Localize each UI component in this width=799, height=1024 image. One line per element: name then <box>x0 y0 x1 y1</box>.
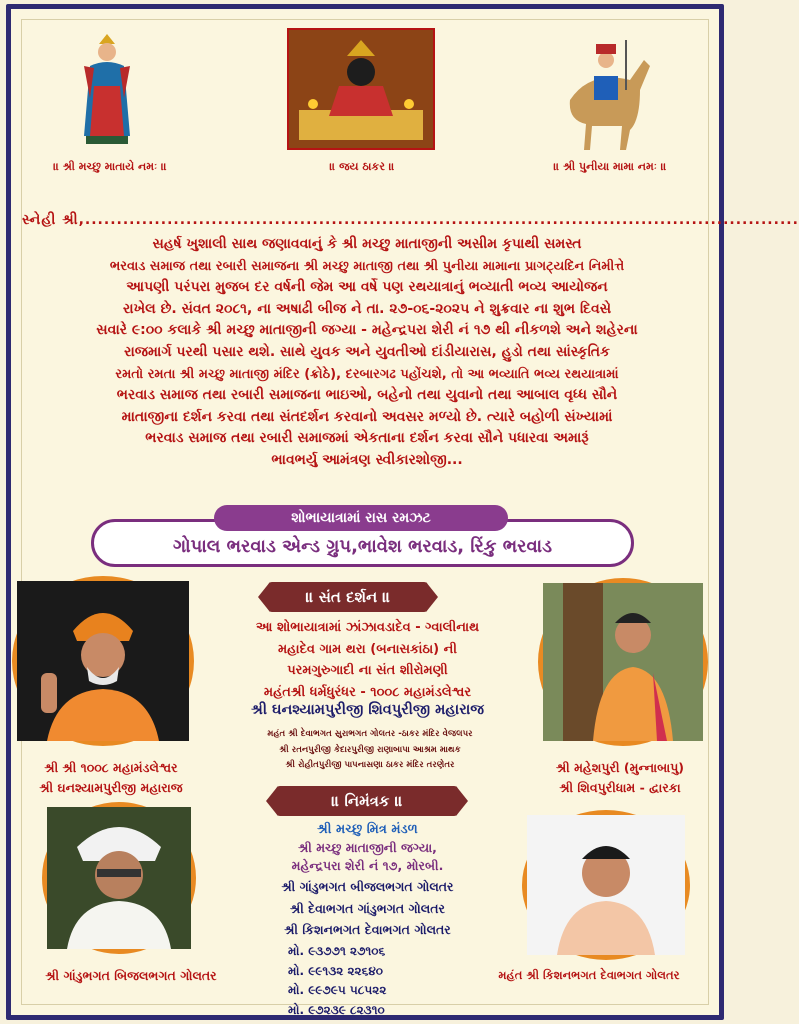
body-line: ભરવાડ સમાજ તથા રબારી સમાજમાં એકતાના દર્શન કરવા સૌને પધારવા અમારૂં <box>145 430 589 447</box>
body-line: રાજમાર્ગ પરથી પસાર થશે. સાથે યુવક અને યુવતીઓ દાંડીયારાસ, હુડો તથા સાંસ્કૃતિક <box>124 343 610 360</box>
sant-darshan-text <box>200 617 535 703</box>
host-line: શ્રી દેવાભગત ગાંડુભગત ગોલતર <box>290 900 445 916</box>
host-line: શ્રી કિશનભગત દેવાભગત ગોલતર <box>284 922 451 937</box>
left-saint-caption-1: શ્રી શ્રી ૧૦૦૮ મહામંડલેશ્વર <box>44 760 178 775</box>
phone-number: મો. ૯૩૭૭૧ ૨૭૧૦૬ <box>288 944 386 958</box>
right-host-portrait <box>522 810 690 960</box>
left-host-portrait <box>42 802 196 954</box>
sant-darshan-title: ॥ સંત દર્શન ॥ <box>268 582 428 612</box>
right-saint-portrait <box>538 578 708 746</box>
ras-header: શોભાયાત્રામાં રાસ રમઝટ <box>214 505 508 531</box>
body-line: રાખેલ છે. સંવત ૨૦૮૧, ના અષાઢી બીજ ને તા. ૨૭-૦૬-૨૦૨૫ ને શુક્રવાર ના શુભ દિવસે <box>122 300 612 317</box>
puniya-mama-image <box>560 30 654 152</box>
sant-line: મહાદેવ ગામ થરા (બનાસકાંઠા) ની <box>277 641 458 657</box>
left-saint-portrait <box>12 576 194 746</box>
body-line: આપણી પરંપરા મુજબ દર વર્ષની જેમ આ વર્ષે પણ રથયાત્રાનું ભવ્યાતી ભવ્ય આયોજન <box>126 279 608 296</box>
greeting-line: સ્નેહી શ્રી,................................................................................................................. <box>22 212 799 228</box>
right-saint-caption-2: શ્રી શિવપુરીધામ - દ્વારકા <box>559 780 681 795</box>
sant-line: આ શોભાયાત્રામાં ઝાંઝાવડાદેવ - ગ્વાલીનાથ <box>255 620 480 635</box>
machhu-mata-caption: ॥ શ્રી મચ્છુ માતાયે નમઃ ॥ <box>53 160 167 173</box>
left-host-caption: શ્રી ગાંડુભગત બિજલભગત ગોલતર <box>45 968 217 983</box>
machhu-mata-image <box>72 26 142 150</box>
body-line: માતાજીના દર્શન કરવા તથા સંતદર્શન કરવાનો અવસર મળ્યો છે. ત્યારે બહોળી સંખ્યામાં <box>121 408 613 425</box>
nimantrak-hosts <box>200 876 535 941</box>
body-line: ભરવાડ સમાજ તથા રબારી સમાજના ભાઇઓ, બહેનો તથા યુવાનો તથા આબાલ વૃધ્ધ સૌને <box>116 387 618 404</box>
body-line: ભાવભર્યુ આમંત્રણ સ્વીકારશોજી... <box>271 451 463 468</box>
right-host-caption: મહંત શ્રી કિશનભગત દેવાભગત ગોલતર <box>498 968 680 982</box>
jay-thakar-caption: ॥ જય ઠાકર ॥ <box>329 160 395 173</box>
ras-performers: ગોપાલ ભરવાડ એન્ડ ગ્રુપ,ભાવેશ ભરવાડ, રિંકુ ભરવાડ <box>91 519 634 567</box>
nimantrak-address-2: મહેન્દ્રપરા શેરી નં ૧૭, મોરબી. <box>291 858 444 873</box>
host-line: શ્રી ગાંડુભગત બીજલભગત ગોલતર <box>281 879 454 894</box>
phone-number: મો. ૯૯૭૯૫ ૫૮૫૨૨ <box>288 983 387 997</box>
main-saint-name: શ્રી ઘનશ્યામપુરીજી શિવપુરીજી મહારાજ <box>251 702 484 718</box>
phone-list <box>288 942 458 1020</box>
other-saints <box>210 727 530 774</box>
sant-line: મહંતશ્રી ધર્મધુરંધર - ૧૦૦૮ મહામંડલેશ્વર <box>263 684 472 700</box>
phone-number: મો. ૯૯૧૩૨ ૨૨૬૪૦ <box>288 963 383 978</box>
other-saint-line: શ્રી રોહીતપુરીજી પાપનાસણા ઠાકર મંદિર તરણેતર <box>285 760 455 770</box>
other-saint-line: મહંત શ્રી દેવાભગત સુરાભગત ગોલતર -ઠાકર મંદિર વેજલપર <box>267 729 473 739</box>
phone-number: મો. ૯૭૨૩૯ ૮૨૩૧૦ <box>288 1002 385 1017</box>
puniya-mama-caption: ॥ શ્રી પુનીયા મામા નમઃ ॥ <box>553 160 667 173</box>
body-line: સહર્ષ ખુશાલી સાથ જણાવવાનું કે શ્રી મચ્છુ માતાજીની અસીમ કૃપાથી સમસ્ત <box>152 236 582 252</box>
nimantrak-org: શ્રી મચ્છુ મિત્ર મંડળ <box>317 822 418 837</box>
body-line: સવારે ૯:૦૦ કલાકે શ્રી મચ્છુ માતાજીની જગ્યા - મહેન્દ્રપરા શેરી નં ૧૭ થી નીકળશે અને શહેરના <box>96 322 638 339</box>
nimantrak-address-1: શ્રી મચ્છુ માતાજીની જગ્યા, <box>298 840 437 855</box>
left-saint-caption-2: શ્રી ઘનશ્યામપુરીજી મહારાજ <box>39 780 183 795</box>
nimantrak-title: ॥ નિમંત્રક ॥ <box>276 786 458 816</box>
body-line: રમતો રમતા શ્રી મચ્છુ માતાજી મંદિર (ક્રોઠે), દરબારગઢ પહોંચશે, તો આ ભવ્યાતિ ભવ્ય રથયાત્રામાં <box>115 366 619 382</box>
sant-line: પરમગુરુગાદી ના સંત શીરોમણી <box>287 663 448 678</box>
jay-thakar-image <box>287 28 435 150</box>
other-saint-line: શ્રી રતનપુરીજી કેદારપુરીજી રાણાબાપા આશ્રમ માથક <box>279 744 461 755</box>
right-saint-caption-1: શ્રી મહેશપુરી (મુન્નાબાપુ) <box>555 760 685 775</box>
body-line: ભરવાડ સમાજ તથા રબારી સમાજના શ્રી મચ્છુ માતાજી તથા શ્રી પુનીયા મામાના પ્રાગટ્યદિન નિમીત્તે <box>109 258 625 274</box>
invitation-body <box>24 234 710 472</box>
